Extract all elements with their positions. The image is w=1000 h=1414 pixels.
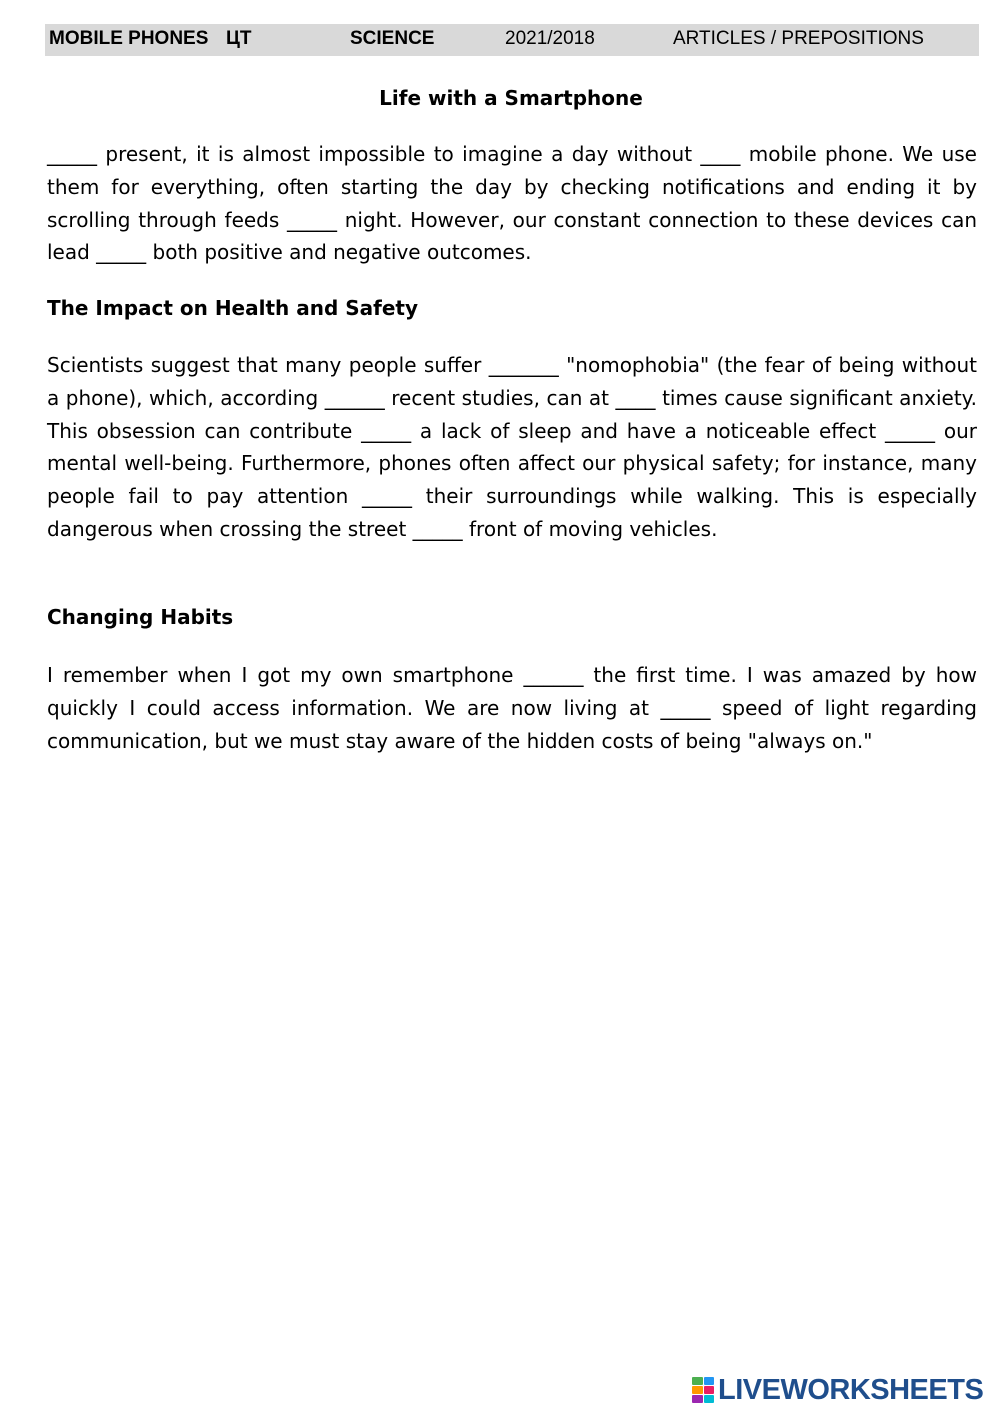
header-subject: SCIENCE (350, 28, 435, 49)
health-safety-paragraph: Scientists suggest that many people suffer _______ "nomophobia" (the fear of being without a phone), which, according ______ recent studies, can at ____ times cause significant anxiety. This obsession can contribute _____ a lack of sleep and have a noticeable effect _____ our mental well-being. Furthermore, phones often affect our physical safety; for instance, many people fail to pay attention _____ their surroundings while walking. This is especially dangerous when crossing the street _____ front of moving vehicles. (47, 353, 977, 541)
liveworksheets-logo (692, 1373, 983, 1407)
header-topic: MOBILE PHONES (49, 28, 209, 49)
header-bar (45, 24, 979, 56)
header-grammar: ARTICLES / PREPOSITIONS (673, 28, 924, 49)
section-heading-changing-habits: Changing Habits (47, 605, 234, 629)
liveworksheets-logo-icon (692, 1377, 714, 1403)
header-level: ЦТ (226, 28, 252, 49)
section-heading-health-safety: The Impact on Health and Safety (47, 296, 419, 320)
logo-text: LIVEWORKSHEETS (718, 1373, 984, 1406)
header-years: 2021/2018 (505, 28, 595, 49)
changing-habits-paragraph: I remember when I got my own smartphone ______ the first time. I was amazed by how quickly I could access information. We are now living at _____ speed of light regarding communication, but we must stay aware of the hidden costs of being "always on." (47, 663, 977, 753)
worksheet-title: Life with a Smartphone (379, 86, 643, 110)
intro-paragraph: _____ present, it is almost impossible to imagine a day without ____ mobile phone. We use them for everything, often starting the day by checking notifications and ending it by scrolling through feeds _____ night. However, our constant connection to these devices can lead _____ both positive and negative outcomes. (47, 142, 977, 265)
